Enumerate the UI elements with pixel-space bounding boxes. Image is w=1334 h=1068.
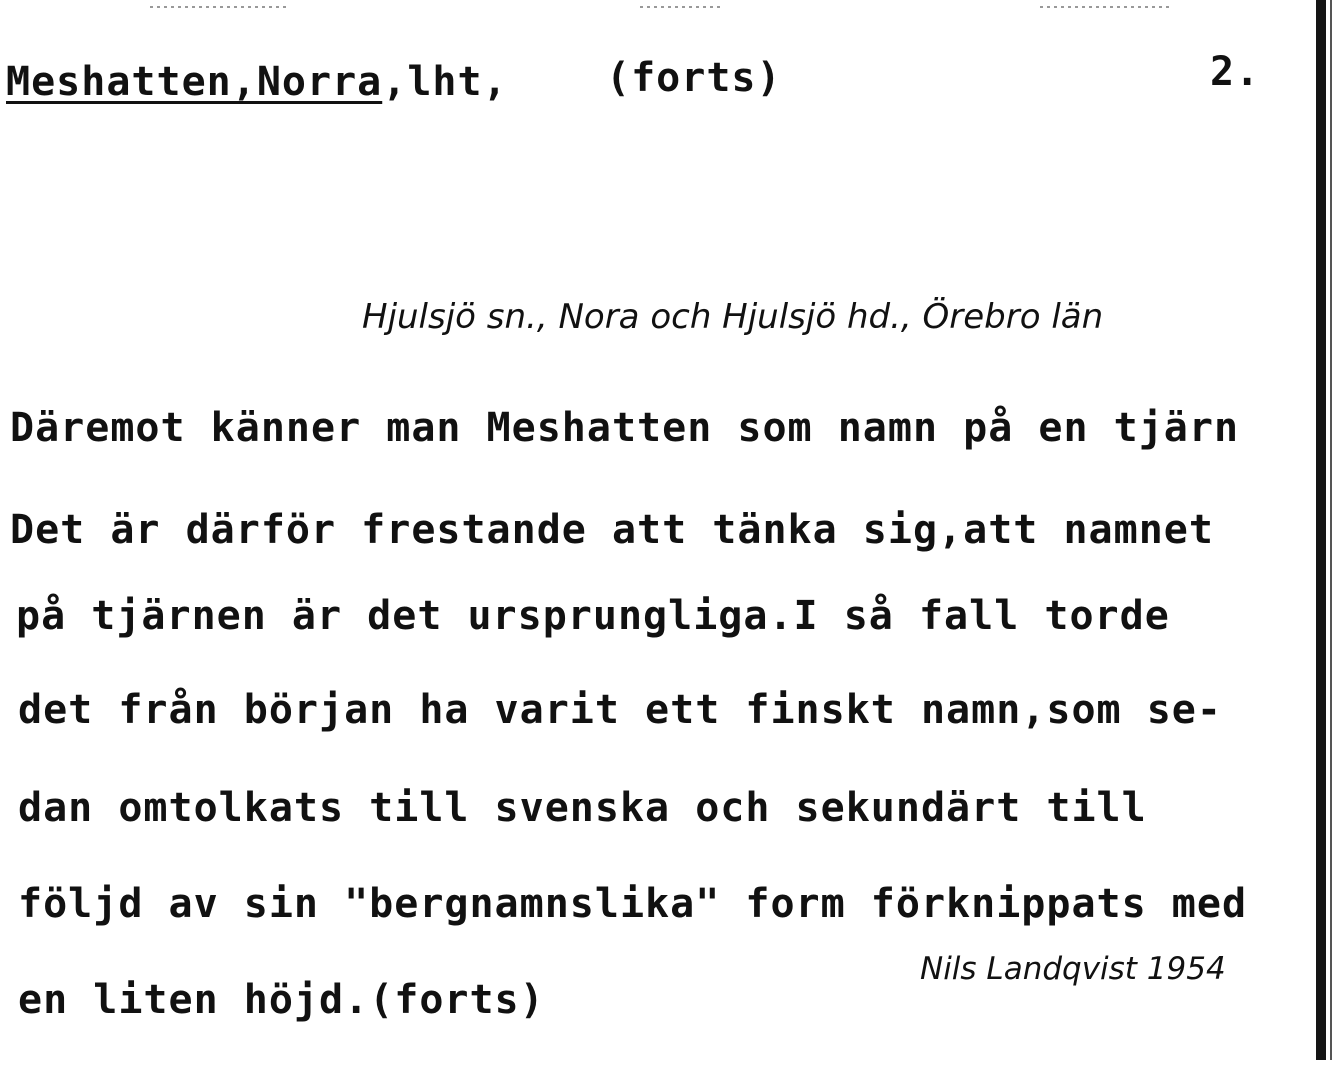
card-edge-line-thin bbox=[1330, 0, 1332, 1060]
body-line-7: en liten höjd.(forts) bbox=[18, 977, 545, 1023]
body-line-6: följd av sin "bergnamnslika" form förknippats med bbox=[18, 881, 1248, 927]
body-line-4: det från början ha varit ett finskt namn,som se- bbox=[18, 687, 1222, 733]
card-heading bbox=[6, 59, 508, 105]
continued-marker: (forts) bbox=[606, 55, 782, 101]
body-line-1: Däremot känner man Meshatten som namn på en tjärn bbox=[10, 405, 1240, 451]
body-line-2: Det är därför frestande att tänka sig,att namnet bbox=[10, 507, 1214, 553]
place-type: ,lht, bbox=[382, 59, 508, 105]
card-edge-line bbox=[1316, 0, 1326, 1060]
page-number: 2. bbox=[1210, 49, 1261, 95]
author-stamp: Nils Landqvist 1954 bbox=[920, 951, 1226, 987]
body-line-3: på tjärnen är det ursprungliga.I så fall torde bbox=[16, 593, 1170, 639]
location-stamp: Hjulsjö sn., Nora och Hjulsjö hd., Örebro län bbox=[362, 297, 1104, 337]
place-name: Meshatten,Norra bbox=[6, 59, 383, 105]
scan-artifact-dots bbox=[150, 6, 290, 8]
scan-artifact-dots bbox=[640, 6, 720, 8]
body-line-5: dan omtolkats till svenska och sekundärt till bbox=[18, 785, 1147, 831]
scan-artifact-dots bbox=[1040, 6, 1170, 8]
